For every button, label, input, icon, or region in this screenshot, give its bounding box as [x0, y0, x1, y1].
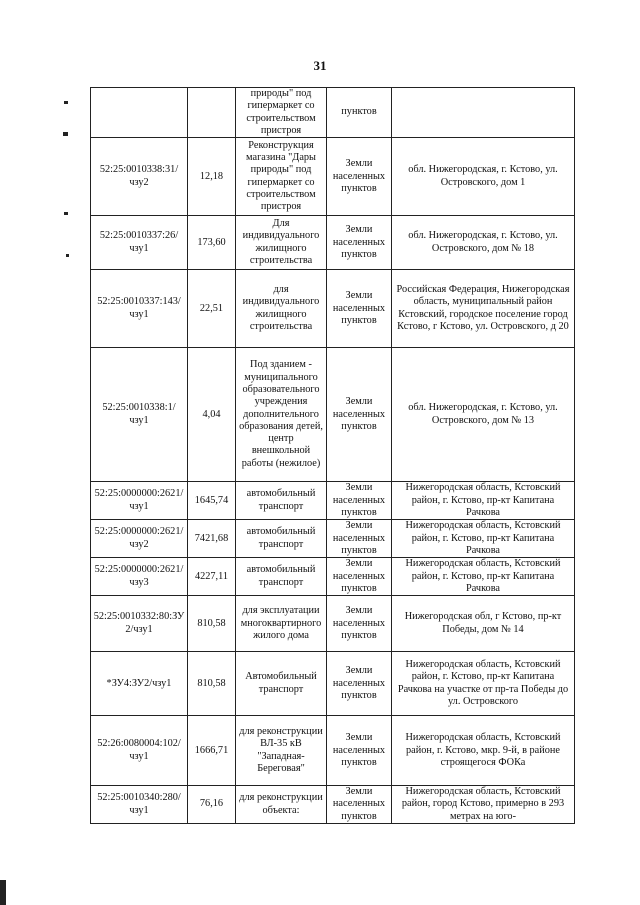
area-value: 12,18 [188, 138, 236, 216]
plot-address: Нижегородская область, Кстовский район, г. Кстово, пр-кт Капитана Рачкова [392, 520, 575, 558]
plot-address: Нижегородская обл, г Кстово, пр-кт Победы, дом № 14 [392, 596, 575, 652]
plot-address: обл. Нижегородская, г. Кстово, ул. Островского, дом № 18 [392, 216, 575, 270]
table-row [91, 716, 575, 786]
cadastral-number: 52:25:0010332:80:ЗУ2/чзу1 [91, 596, 188, 652]
permitted-use: Для индивидуального жилищного строительства [236, 216, 327, 270]
plot-address: Нижегородская область, Кстовский район, г. Кстово, пр-кт Капитана Рачкова на участке от пр-та Победы до ул. Островского [392, 652, 575, 716]
plot-address: Нижегородская область, Кстовский район, г. Кстово, пр-кт Капитана Рачкова [392, 558, 575, 596]
permitted-use: для индивидуального жилищного строительства [236, 270, 327, 348]
table-row [91, 652, 575, 716]
land-plots-table [90, 87, 575, 824]
land-category: Земли населенных пунктов [327, 270, 392, 348]
permitted-use: автомобильный транспорт [236, 558, 327, 596]
land-category: Земли населенных пунктов [327, 138, 392, 216]
area-value [188, 88, 236, 138]
plot-address: Российская Федерация, Нижегородская область, муниципальный район Кстовский, городское поселение город Кстово, г Кстово, ул. Островского, д 20 [392, 270, 575, 348]
land-category: Земли населенных пунктов [327, 482, 392, 520]
cadastral-number: 52:25:0010338:31/чзу2 [91, 138, 188, 216]
table-row [91, 216, 575, 270]
page-number: 31 [313, 58, 327, 73]
plot-address: Нижегородская область, Кстовский район, город Кстово, примерно в 293 метрах на юго- [392, 786, 575, 824]
land-category: Земли населенных пунктов [327, 716, 392, 786]
area-value: 4,04 [188, 348, 236, 482]
table-row [91, 596, 575, 652]
plot-address: Нижегородская область, Кстовский район, г. Кстово, пр-кт Капитана Рачкова [392, 482, 575, 520]
scan-mark-1 [64, 101, 68, 104]
scan-mark-2 [63, 132, 68, 136]
permitted-use: для реконструкции объекта: [236, 786, 327, 824]
permitted-use: для реконструкции ВЛ-35 кВ "Западная-Береговая" [236, 716, 327, 786]
area-value: 4227,11 [188, 558, 236, 596]
plot-address: обл. Нижегородская, г. Кстово, ул. Островского, дом 1 [392, 138, 575, 216]
permitted-use: автомобильный транспорт [236, 520, 327, 558]
cadastral-number: 52:25:0010340:280/чзу1 [91, 786, 188, 824]
land-category: Земли населенных пунктов [327, 652, 392, 716]
area-value: 1645,74 [188, 482, 236, 520]
table-row [91, 786, 575, 824]
land-category: Земли населенных пунктов [327, 558, 392, 596]
table-row [91, 138, 575, 216]
cadastral-number: 52:25:0000000:2621/чзу2 [91, 520, 188, 558]
plot-address: обл. Нижегородская, г. Кстово, ул. Островского, дом № 13 [392, 348, 575, 482]
scan-edge-mark [0, 880, 6, 905]
land-category: Земли населенных пунктов [327, 786, 392, 824]
cadastral-number: 52:25:0000000:2621/чзу1 [91, 482, 188, 520]
land-category: Земли населенных пунктов [327, 596, 392, 652]
permitted-use: Реконструкция магазина "Дары природы" под гипермаркет со строительством пристроя [236, 138, 327, 216]
area-value: 22,51 [188, 270, 236, 348]
table-row [91, 520, 575, 558]
cadastral-number: 52:25:0010337:143/чзу1 [91, 270, 188, 348]
cadastral-number: 52:25:0010337:26/чзу1 [91, 216, 188, 270]
permitted-use: Автомобильный транспорт [236, 652, 327, 716]
plot-address: Нижегородская область, Кстовский район, г. Кстово, мкр. 9-й, в районе строящегося ФОКа [392, 716, 575, 786]
permitted-use: автомобильный транспорт [236, 482, 327, 520]
plot-address [392, 88, 575, 138]
permitted-use: для эксплуатации многоквартирного жилого дома [236, 596, 327, 652]
scan-mark-4 [66, 254, 69, 257]
table-row [91, 348, 575, 482]
land-category: Земли населенных пунктов [327, 520, 392, 558]
cadastral-number: *ЗУ4:ЗУ2/чзу1 [91, 652, 188, 716]
permitted-use: природы" под гипермаркет со строительством пристроя [236, 88, 327, 138]
cadastral-number: 52:25:0000000:2621/чзу3 [91, 558, 188, 596]
table-row [91, 482, 575, 520]
cadastral-number: 52:25:0010338:1/чзу1 [91, 348, 188, 482]
land-category: Земли населенных пунктов [327, 348, 392, 482]
area-value: 810,58 [188, 596, 236, 652]
table-row [91, 88, 575, 138]
area-value: 7421,68 [188, 520, 236, 558]
land-category: пунктов [327, 88, 392, 138]
area-value: 1666,71 [188, 716, 236, 786]
cadastral-number: 52:26:0080004:102/чзу1 [91, 716, 188, 786]
cadastral-number [91, 88, 188, 138]
area-value: 76,16 [188, 786, 236, 824]
land-category: Земли населенных пунктов [327, 216, 392, 270]
area-value: 810,58 [188, 652, 236, 716]
table-row [91, 558, 575, 596]
table-row [91, 270, 575, 348]
scan-mark-3 [64, 212, 68, 215]
area-value: 173,60 [188, 216, 236, 270]
permitted-use: Под зданием - муниципального образовательного учреждения дополнительного образования детей, центр внешкольной работы (нежилое) [236, 348, 327, 482]
